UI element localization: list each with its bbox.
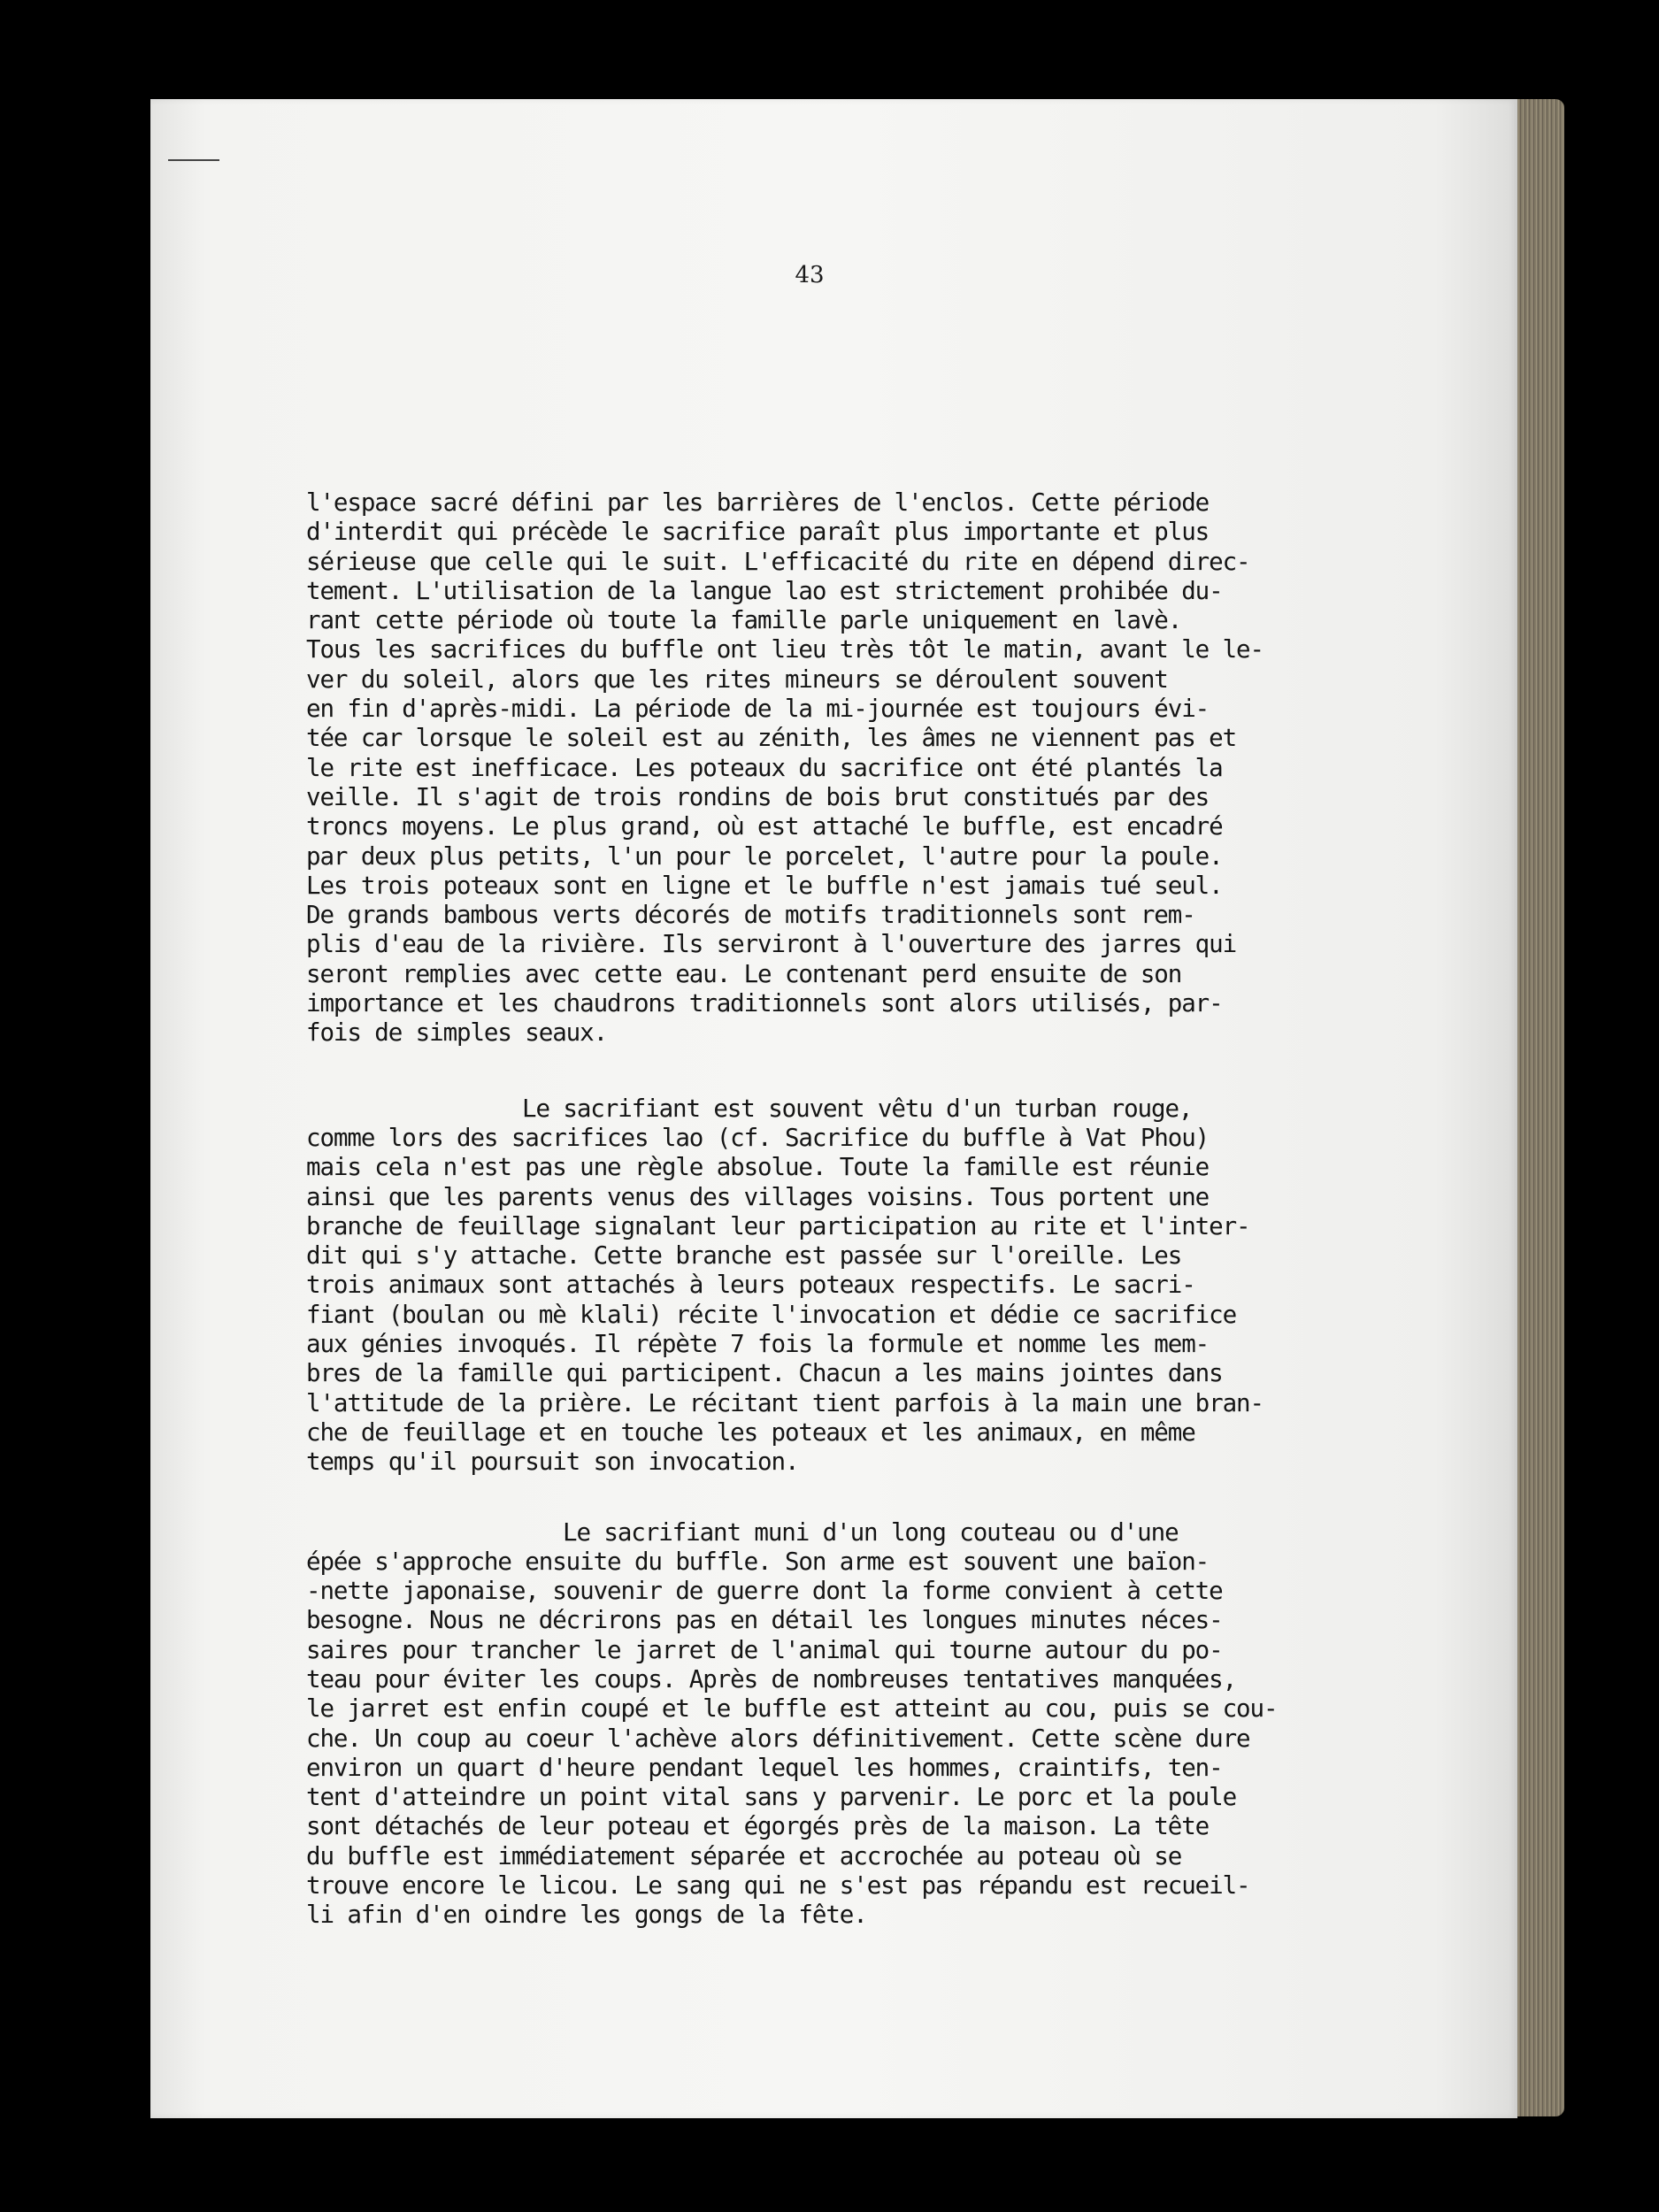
text-line: temps qu'il poursuit son invocation. xyxy=(306,1448,799,1477)
text-line: tent d'atteindre un point vital sans y parvenir. Le porc et la poule xyxy=(306,1783,1237,1812)
text-line: importance et les chaudrons traditionnels sont alors utilisés, par- xyxy=(306,989,1223,1018)
text-line: teau pour éviter les coups. Après de nombreuses tentatives manquées, xyxy=(306,1664,1237,1694)
text-line: sont détachés de leur poteau et égorgés près de la maison. La tête xyxy=(306,1812,1210,1841)
text-line: le jarret est enfin coupé et le buffle est atteint au cou, puis se cou- xyxy=(306,1694,1278,1724)
text-line: trois animaux sont attachés à leurs poteaux respectifs. Le sacri- xyxy=(306,1271,1195,1300)
text-line: du buffle est immédiatement séparée et accrochée au poteau où se xyxy=(306,1841,1182,1870)
text-line: mais cela n'est pas une règle absolue. Toute la famille est réunie xyxy=(306,1153,1210,1182)
text-line: l'attitude de la prière. Le récitant tient parfois à la main une bran- xyxy=(306,1388,1263,1417)
text-line: -nette japonaise, souvenir de guerre dont la forme convient à cette xyxy=(306,1577,1223,1606)
text-line: épée s'approche ensuite du buffle. Son arme est souvent une baïon- xyxy=(306,1547,1210,1576)
text-line: tement. L'utilisation de la langue lao est strictement prohibée du- xyxy=(306,576,1223,605)
paragraph-2 xyxy=(306,1094,1350,1478)
text-line: Le sacrifiant est souvent vêtu d'un turban rouge, xyxy=(522,1094,1193,1123)
text-line: comme lors des sacrifices lao (cf. Sacrifice du buffle à Vat Phou) xyxy=(306,1123,1210,1152)
paragraph-1 xyxy=(306,488,1350,1048)
text-line: che de feuillage et en touche les poteaux et les animaux, en même xyxy=(306,1417,1195,1447)
text-line: tée car lorsque le soleil est au zénith, les âmes ne viennent pas et xyxy=(306,724,1237,753)
text-line: l'espace sacré défini par les barrières de l'enclos. Cette période xyxy=(306,488,1210,517)
text-line: le rite est inefficace. Les poteaux du sacrifice ont été plantés la xyxy=(306,753,1223,782)
text-line: ver du soleil, alors que les rites mineurs se déroulent souvent xyxy=(306,664,1168,694)
text-line: veille. Il s'agit de trois rondins de bois brut constitués par des xyxy=(306,782,1210,811)
text-line: besogne. Nous ne décrirons pas en détail les longues minutes néces- xyxy=(306,1606,1223,1635)
text-line: plis d'eau de la rivière. Ils serviront à l'ouverture des jarres qui xyxy=(306,930,1237,959)
margin-mark xyxy=(168,159,219,161)
text-line: fiant (boulan ou mè klali) récite l'invocation et dédie ce sacrifice xyxy=(306,1300,1237,1329)
text-line: troncs moyens. Le plus grand, où est attaché le buffle, est encadré xyxy=(306,812,1223,841)
text-line: trouve encore le licou. Le sang qui ne s'est pas répandu est recueil- xyxy=(306,1871,1250,1901)
text-line: bres de la famille qui participent. Chacun a les mains jointes dans xyxy=(306,1359,1223,1388)
body-text xyxy=(306,488,1350,1931)
text-line: en fin d'après-midi. La période de la mi-journée est toujours évi- xyxy=(306,695,1210,724)
page-number: 43 xyxy=(795,262,825,288)
paragraph-3 xyxy=(306,1518,1350,1931)
text-line: Tous les sacrifices du buffle ont lieu très tôt le matin, avant le le- xyxy=(306,635,1263,664)
text-line: Les trois poteaux sont en ligne et le buffle n'est jamais tué seul. xyxy=(306,871,1223,900)
text-line: De grands bambous verts décorés de motifs traditionnels sont rem- xyxy=(306,901,1195,930)
text-line: dit qui s'y attache. Cette branche est passée sur l'oreille. Les xyxy=(306,1241,1182,1271)
text-line: sérieuse que celle qui le suit. L'efficacité du rite en dépend direc- xyxy=(306,547,1250,576)
text-line: d'interdit qui précède le sacrifice paraît plus importante et plus xyxy=(306,518,1210,547)
text-line: che. Un coup au coeur l'achève alors définitivement. Cette scène dure xyxy=(306,1724,1250,1753)
text-line: li afin d'en oindre les gongs de la fête. xyxy=(306,1901,867,1930)
text-line: saires pour trancher le jarret de l'animal qui tourne autour du po- xyxy=(306,1635,1223,1664)
text-line: fois de simples seaux. xyxy=(306,1018,608,1048)
text-line: par deux plus petits, l'un pour le porcelet, l'autre pour la poule. xyxy=(306,841,1223,871)
text-line: Le sacrifiant muni d'un long couteau ou d'une xyxy=(563,1517,1179,1547)
text-line: seront remplies avec cette eau. Le contenant perd ensuite de son xyxy=(306,959,1182,988)
text-line: environ un quart d'heure pendant lequel les hommes, craintifs, ten- xyxy=(306,1753,1223,1782)
text-line: ainsi que les parents venus des villages voisins. Tous portent une xyxy=(306,1182,1210,1211)
text-line: branche de feuillage signalant leur participation au rite et l'inter- xyxy=(306,1211,1250,1240)
text-line: aux génies invoqués. Il répète 7 fois la formule et nomme les mem- xyxy=(306,1330,1210,1359)
text-line: rant cette période où toute la famille parle uniquement en lavè. xyxy=(306,606,1182,635)
